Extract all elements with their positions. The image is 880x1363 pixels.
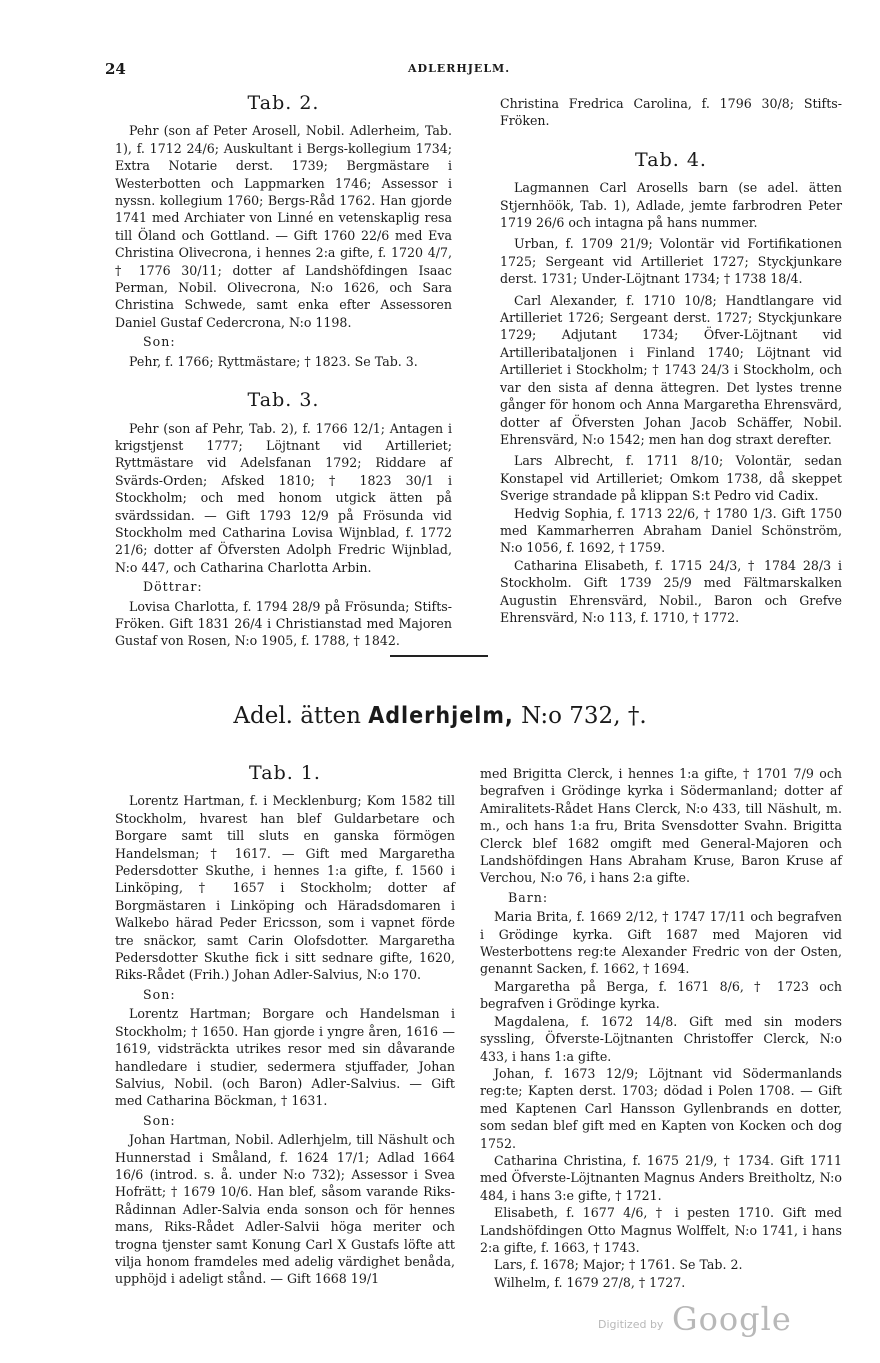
- tab-4-heading: Tab. 4.: [635, 148, 707, 171]
- entry-urban: Urban, f. 1709 21/9; Volontär vid Fortifikationen 1725; Sergeant vid Artilleriet 1727; Styckjunkare derst. 1731; Under-Löjtnant 1734; † 1738 18/4.: [500, 236, 842, 287]
- family-heading-number: N:o 732, †.: [521, 703, 647, 729]
- entry-magdalena: Magdalena, f. 1672 14/8. Gift med sin moders syssling, Öfverste-Löjtnanten Christoffer Clerck, N:o 433, i hans 1:a gifte.: [480, 1013, 842, 1064]
- tab-3-heading: Tab. 3.: [247, 389, 320, 412]
- entry-johan: Johan, f. 1673 12/9; Löjtnant vid Södermanlands reg:te; Kapten derst. 1703; dödad i Polen 1708. — Gift med Kaptenen Carl Hansson Gyllenbrands en dotter, som sedan blef gift med en Kapten von Kocken och dog 1752.: [480, 1065, 842, 1151]
- entry-catharina-christina: Catharina Christina, f. 1675 21/9, † 1734. Gift 1711 med Öfverste-Löjtnanten Magnus Anders Breitholtz, N:o 484, i hans 3:e gifte, † 1721.: [480, 1152, 842, 1203]
- right-column-bottom: [480, 765, 842, 1291]
- entry-wilhelm: Wilhelm, f. 1679 27/8, † 1727.: [494, 1274, 686, 1290]
- tab-1-heading: Tab. 1.: [249, 762, 321, 784]
- entry-maria-brita: Maria Brita, f. 1669 2/12, † 1747 17/11 och begrafven i Grödinge kyrka. Gift 1687 med Majoren vid Westerbottens reg:te Alexander Fredric von der Osten, genannt Sacken, f. 1662, † 1694.: [480, 909, 842, 977]
- digitized-watermark: [598, 1300, 792, 1346]
- son-label-1: Son:: [143, 986, 176, 1002]
- left-column-bottom: [115, 762, 455, 1288]
- son-label-2: Son:: [143, 1112, 176, 1128]
- son-entry-1: Lorentz Hartman; Borgare och Handelsman i Stockholm; † 1650. Han gjorde i yngre åren, 1616 —1619, vidsträckta utrikes resor med sin dåvarande handledare i studier, sedermera stjuffader, Johan Salvius, Nobil. (och Baron) Adler-Salvius. — Gift med Catharina Böckman, † 1631.: [115, 1006, 455, 1109]
- entry-lars: Lars, f. 1678; Major; † 1761. Se Tab. 2.: [494, 1257, 743, 1273]
- son-entry-2: Johan Hartman, Nobil. Adlerhjelm, till Näshult och Hunnerstad i Småland, f. 1624 17/1; Adlad 1664 16/6 (introd. s. å. under N:o 732); Assessor i Svea Hofrätt; † 1679 10/6. Han blef, såsom varande Riks-Rådinnan Adler-Salvia enda sonson och för hennes mans, Riks-Rådet Adler-Salvii höga meriter och trogna tjenster samt Konung Carl X Gustafs löfte att vilja honom framdeles med adelig värdighet benåda, upphöjd i adeligt stånd. — Gift 1668 19/1: [115, 1132, 455, 1287]
- tab-2-son-label: Son:: [143, 334, 176, 350]
- tab-2-entry: Pehr (son af Peter Arosell, Nobil. Adlerheim, Tab. 1), f. 1712 24/6; Auskultant i Bergs-kollegium 1734; Extra Notarie derst. 1739; Bergmästare i Westerbotten och Lappmarken 1746; Assessor i nyssn. kollegium 1760; Bergs-Råd 1762. Han gjorde 1741 med Archiater von Linné en vetenskaplig resa till Öland och Gottland. — Gift 1760 22/6 med Eva Christina Olivecrona, i hennes 2:a gifte, f. 1720 4/7, † 1776 30/11; dotter af Landshöfdingen Isaac Perman, Nobil. Olivecrona, N:o 1626, och Sara Christina Schwede, samt enka efter Assessoren Daniel Gustaf Cedercrona, N:o 1198.: [115, 123, 452, 330]
- tab-2-son-entry: Pehr, f. 1766; Ryttmästare; † 1823. Se Tab. 3.: [129, 353, 418, 369]
- section-divider: [390, 655, 488, 657]
- watermark-caption: Digitized by: [598, 1318, 664, 1331]
- tab-3-daughter-entry: Lovisa Charlotta, f. 1794 28/9 på Frösunda; Stifts-Fröken. Gift 1831 26/4 i Christianstad med Majoren Gustaf von Rosen, N:o 1905, f. 1788, † 1842.: [115, 598, 452, 649]
- entry-lars-albrecht: Lars Albrecht, f. 1711 8/10; Volontär, sedan Konstapel vid Artilleriet; Omkom 1738, då skeppet Sverige strandade på klippan S:t Pedro vid Cadix.: [500, 453, 842, 504]
- continuation-entry: Christina Fredrica Carolina, f. 1796 30/8; Stifts-Fröken.: [500, 96, 842, 129]
- tab-3-entry: Pehr (son af Pehr, Tab. 2), f. 1766 12/1; Antagen i krigstjenst 1777; Löjtnant vid Artilleriet; Ryttmästare vid Adelsfanan 1792; Riddare af Svärds-Orden; Afsked 1810; † 1823 30/1 i Stockholm; och med honom utgick ätten på svärdssidan. — Gift 1793 12/9 på Frösunda vid Stockholm med Catharina Lovisa Wijnblad, f. 1772 21/6; dotter af Öfversten Adolph Fredric Wijnblad, N:o 447, och Catharina Charlotta Arbin.: [115, 420, 452, 575]
- entry-hedvig-sophia: Hedvig Sophia, f. 1713 22/6, † 1780 1/3. Gift 1750 med Kammarherren Abraham Daniel Schönström, N:o 1056, f. 1692, † 1759.: [500, 505, 842, 556]
- tab-2-heading: Tab. 2.: [247, 92, 320, 114]
- watermark-logo: Google: [672, 1300, 792, 1338]
- right-column-top: [500, 95, 842, 626]
- left-column-top: [115, 92, 452, 650]
- tab-4-intro: Lagmannen Carl Arosells barn (se adel. ätten Stjernhöök, Tab. 1), Adlade, jemte farbrodren Peter 1719 26/6 och intagna på hans nummer.: [500, 180, 842, 231]
- entry-catharina-elisabeth: Catharina Elisabeth, f. 1715 24/3, † 1784 28/3 i Stockholm. Gift 1739 25/9 med Fältmarskalken Augustin Ehrensvärd, Nobil., Baron och Grefve Ehrensvärd, N:o 113, f. 1710, † 1772.: [500, 557, 842, 625]
- page-number: 24: [105, 60, 126, 78]
- entry-margaretha: Margaretha på Berga, f. 1671 8/6, † 1723 och begrafven i Grödinge kyrka.: [480, 978, 842, 1012]
- continuation-marriage: med Brigitta Clerck, i hennes 1:a gifte, † 1701 7/9 och begrafven i Grödinge kyrka i Södermanland; dotter af Amiralitets-Rådet Hans Clerck, N:o 433, till Näshult, m. m., och hans 1:a fru, Brita Svensdotter Svahn. Brigitta Clerck blef 1682 omgift med General-Majoren och Landshöfdingen Hans Abraham Kruse, Baron Kruse af Verchou, N:o 76, i hans 2:a gifte.: [480, 766, 842, 886]
- children-label: Barn:: [508, 889, 549, 905]
- tab-3-daughters-label: Döttrar:: [143, 579, 203, 595]
- family-heading-prefix: Adel. ätten: [233, 703, 361, 729]
- entry-elisabeth: Elisabeth, f. 1677 4/6, † i pesten 1710. Gift med Landshöfdingen Otto Magnus Wolffelt, N:o 1741, i hans 2:a gifte, f. 1663, † 1743.: [480, 1205, 842, 1255]
- family-name: Adlerhjelm,: [368, 703, 514, 729]
- running-title: ADLERHJELM.: [408, 62, 511, 75]
- tab-1-entry: Lorentz Hartman, f. i Mecklenburg; Kom 1582 till Stockholm, hvarest han blef Guldarbetare och Borgare samt till sluts en ganska förmögen Handelsman; † 1617. — Gift med Margaretha Pedersdotter Skuthe, i hennes 1:a gifte, f. 1560 i Linköping, † 1657 i Stockholm; dotter af Borgmästaren i Linköping och Häradsdomaren i Walkebo härad Peder Ericsson, som i vapnet förde tre snäckor, samt Carin Olofsdotter. Margaretha Pedersdotter Skuthe fick i sitt sednare gifte, 1620, Riks-Rådet (Frih.) Johan Adler-Salvius, N:o 170.: [115, 793, 455, 983]
- family-heading: [0, 703, 880, 729]
- entry-carl-alexander: Carl Alexander, f. 1710 10/8; Handtlangare vid Artilleriet 1726; Sergeant derst. 1727; Styckjunkare 1729; Adjutant 1734; Öfver-Löjtnant vid Artilleribataljonen i Finland 1740; Löjtnant vid Artilleriet i Stockholm; † 1743 24/3 i Stockholm, och var den sista af denna ättegren. Det lystes trenne gånger för honom och Anna Margaretha Ehrensvärd, dotter af Öfversten Johan Jacob Schäffer, Nobil. Ehrensvärd, N:o 1542; men han dog straxt derefter.: [500, 292, 842, 447]
